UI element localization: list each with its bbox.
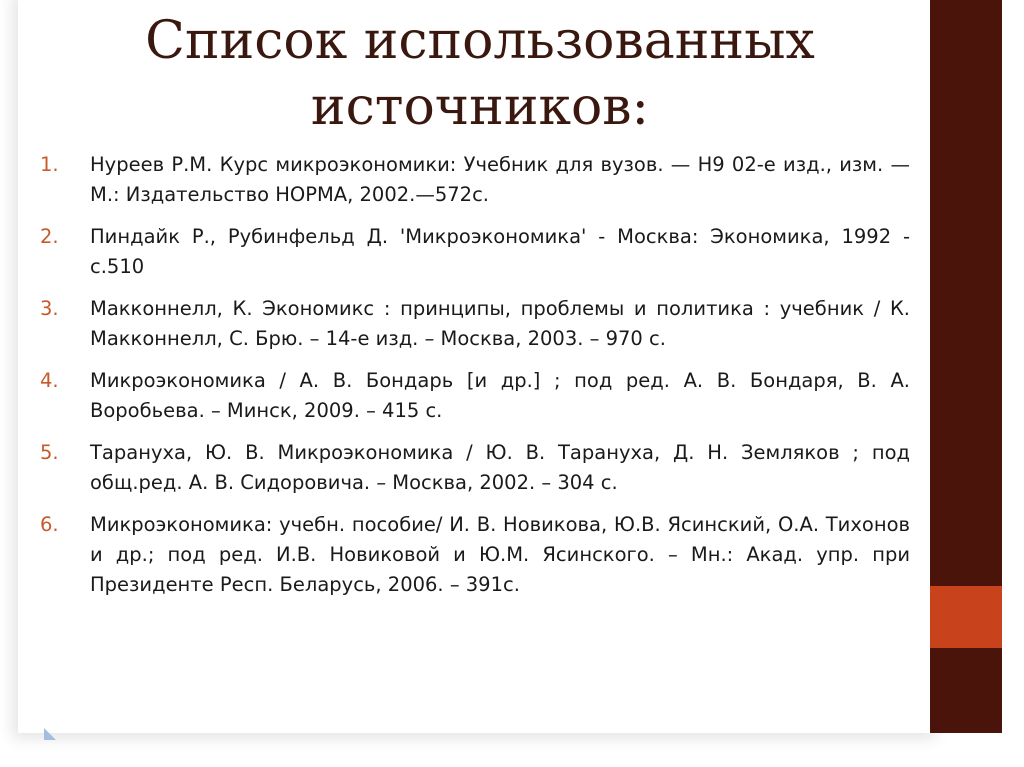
- side-bar-dark-bottom: [930, 648, 1002, 733]
- reference-text: Макконнелл, К. Экономикс : принципы, проблемы и политика : учебник / К. Макконнелл, С. Брю. – 14-е изд. – Москва, 2003. – 970 с.: [90, 297, 910, 350]
- reference-number: 4.: [40, 369, 59, 392]
- reference-item: [40, 366, 910, 426]
- reference-number: 3.: [40, 297, 59, 320]
- reference-number: 5.: [40, 441, 59, 464]
- reference-number: 6.: [40, 513, 59, 536]
- reference-item: [40, 222, 910, 282]
- reference-item: [40, 510, 910, 600]
- reference-list: [40, 150, 910, 612]
- reference-text: Микроэкономика: учебн. пособие/ И. В. Новикова, Ю.В. Ясинский, О.А. Тихонов и др.; под ред. И.В. Новиковой и Ю.М. Ясинского. – Мн.: Акад. упр. при Президенте Респ. Беларусь, 2006. – 391с.: [90, 513, 910, 596]
- reference-item: [40, 294, 910, 354]
- reference-text: Нуреев Р.М. Курс микроэкономики: Учебник для вузов. — Н9 02-е изд., изм. —М.: Издательство НОРМА, 2002.—572с.: [90, 153, 910, 206]
- side-bar-accent: [930, 586, 1002, 648]
- reference-item: [40, 438, 910, 498]
- reference-number: 2.: [40, 225, 59, 248]
- side-bar-dark-top: [930, 0, 1002, 586]
- reference-text: Тарануха, Ю. В. Микроэкономика / Ю. В. Тарануха, Д. Н. Земляков ; под общ.ред. А. В. Сидоровича. – Москва, 2002. – 304 с.: [90, 441, 910, 494]
- reference-text: Микроэкономика / А. В. Бондарь [и др.] ; под ред. А. В. Бондаря, В. А. Воробьева. – Минск, 2009. – 415 с.: [90, 369, 910, 422]
- reference-item: [40, 150, 910, 210]
- reference-number: 1.: [40, 153, 59, 176]
- triangle-arrow-icon: [44, 728, 56, 740]
- slide-title: Список использованных источников:: [145, 11, 815, 137]
- reference-text: Пиндайк Р., Рубинфельд Д. 'Микроэкономика' - Москва: Экономика, 1992 - с.510: [90, 225, 910, 278]
